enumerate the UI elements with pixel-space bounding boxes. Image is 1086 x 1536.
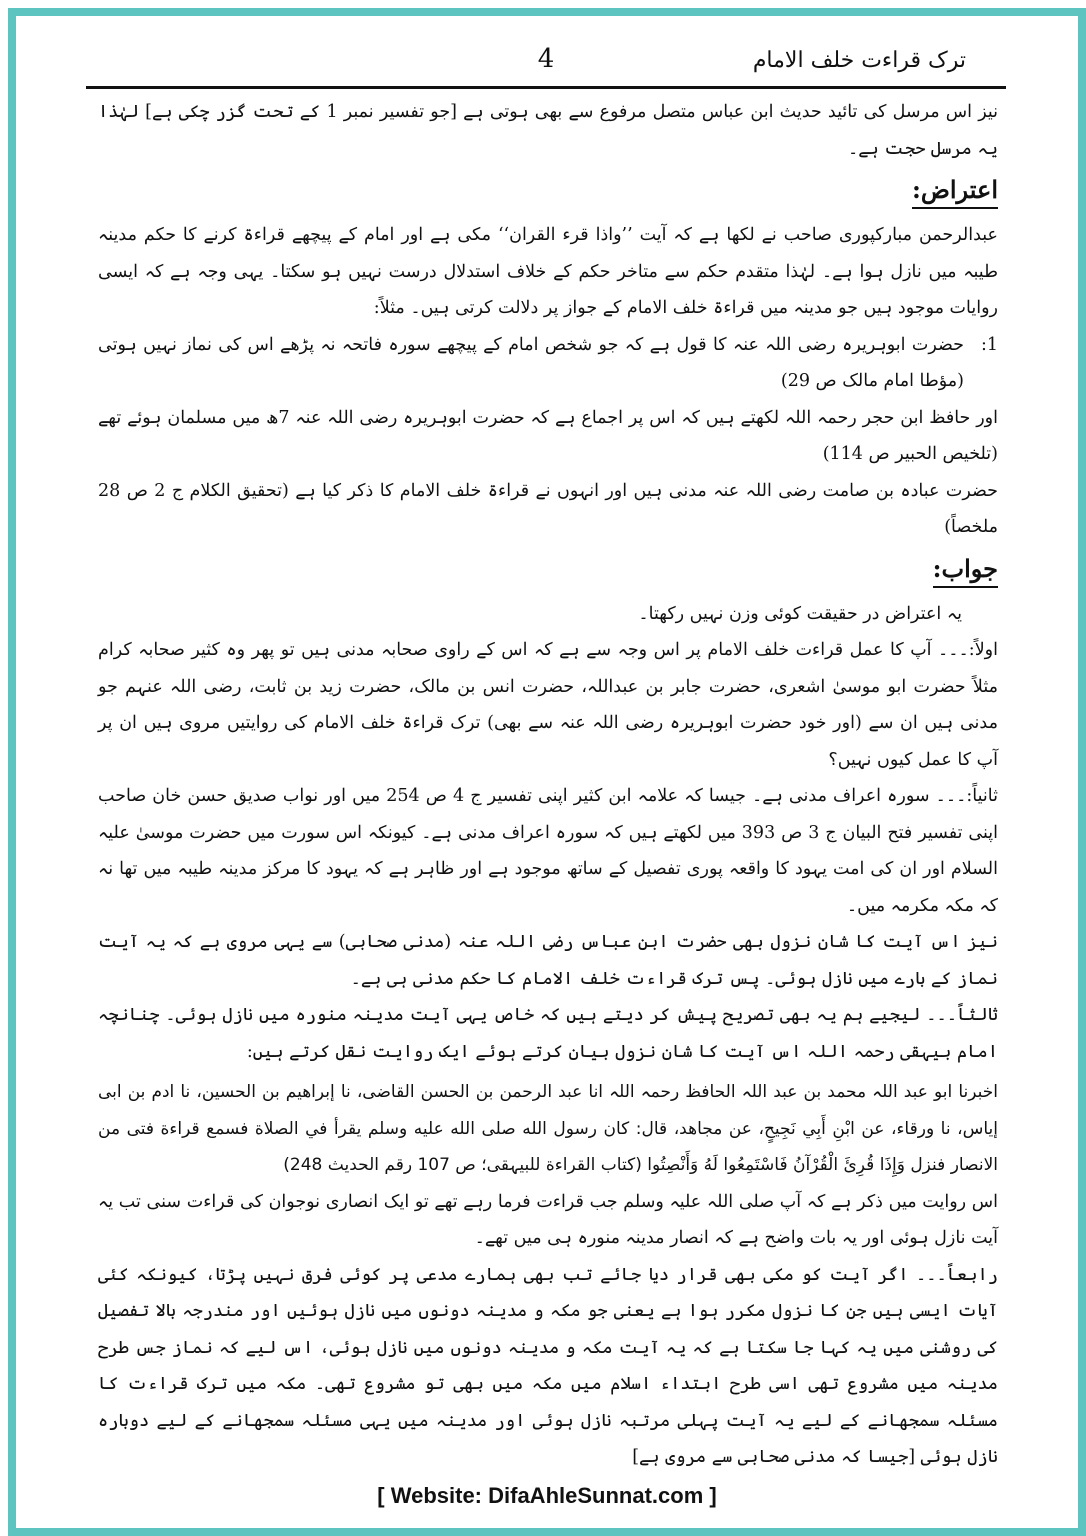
page-border: [8, 8, 1086, 1536]
document-page: [16, 16, 1078, 1528]
objection-heading: اعتراض:: [912, 173, 998, 209]
answer-explanation: اس روایت میں ذکر ہے کہ آپ صلی اللہ علیہ وسلم جب قراءت فرما رہے تھے تو ایک انصاری نوجوان کی قراءت سنی تب یہ آیت نازل ہوئی اور یہ بات واضح ہے کہ انصار مدینہ منورہ ہی میں تھے۔: [98, 1191, 998, 1248]
answer-heading: جواب:: [933, 552, 998, 588]
answer-intro: یہ اعتراض در حقیقت کوئی وزن نہیں رکھتا۔: [638, 603, 962, 624]
page-number: 4: [537, 44, 555, 74]
objection-item-1: [98, 327, 998, 400]
answer-shan-nuzool: نیز اس آیت کا شان نزول بھی حضرت ابن عباس رضی اللہ عنہ (مدنی صحابی) سے یہی مروی ہے کہ یہ آیت نماز کے بارے میں نازل ہوئی۔ پس ترک قراءت خلف الامام کا حکم مدنی ہی ہے۔: [98, 932, 998, 989]
item-number: 1:: [980, 334, 998, 355]
intro-paragraph: نیز اس مرسل کی تائید حدیث ابن عباس متصل مرفوع سے بھی ہوتی ہے [جو تفسیر نمبر 1 کے تحت گزر چکی ہے] لہٰذا یہ مرسل حجت ہے۔: [98, 102, 998, 159]
item-text: حضرت ابوہریرہ رضی اللہ عنہ کا قول ہے کہ جو شخص امام کے پیچھے سورہ فاتحہ نہ پڑھے اس کی نماز نہیں ہوتی (مؤطا امام مالک ص 29): [98, 334, 964, 391]
page-content: [98, 94, 998, 1476]
running-title: ترک قراءت خلف الامام: [752, 48, 966, 73]
answer-first: اولاً:۔۔۔ آپ کا عمل قراءت خلف الامام پر اس وجہ سے ہے کہ اس کے راوی صحابہ مدنی ہیں تو پھر وہ کثیر صحابہ کرام مثلاً حضرت ابو موسیٰ اشعری، حضرت جابر بن عبداللہ، حضرت انس بن مالک، حضرت زید بن ثابت، رضی اللہ عنہم جو مدنی ہیں ان سے (اور خود حضرت ابوہریرہ رضی اللہ عنہ سے بھی) ترک قراءۃ خلف الامام کی روایتیں مروی ہیں ان پر آپ کا عمل کیوں نہیں؟: [98, 640, 998, 770]
page-header: [86, 44, 1006, 89]
answer-third: ثالثاً۔۔۔ لیجیے ہم یہ بھی تصریح پیش کر دیتے ہیں کہ خاص یہی آیت مدینہ منورہ میں نازل ہوئی۔ چنانچہ امام بیہقی رحمہ اللہ اس آیت کا شان نزول بیان کرتے ہوئے ایک روایت نقل کرتے ہیں:: [98, 1005, 998, 1062]
objection-reference-2: اور حافظ ابن حجر رحمہ اللہ لکھتے ہیں کہ اس پر اجماع ہے کہ حضرت ابوہریرہ رضی اللہ عنہ 7ھ میں مسلمان ہوئے تھے (تلخیص الحبیر ص 114): [98, 407, 998, 464]
answer-fourth: رابعاً۔۔۔ اگر آیت کو مکی بھی قرار دیا جائے تب بھی ہمارے مدعی پر کوئی فرق نہیں پڑتا، کیونکہ کئی آیات ایسی ہیں جن کا نزول مکرر ہوا ہے یعنی جو مکہ و مدینہ دونوں میں نازل ہوئیں اور مندرجہ بالا تفصیل کی روشنی میں یہ کہا جا سکتا ہے کہ یہ آیت مکہ و مدینہ دونوں میں نازل ہوئی، اس لیے کہ نماز جس طرح مدینہ میں مشروع تھی اسی طرح ابتداء اسلام میں مکہ میں بھی تو مشروع تھی۔ مکہ میں ترک قراءت کا مسئلہ سمجھانے کے لیے یہ آیت پہلی مرتبہ نازل ہوئی اور مدینہ میں یہی مسئلہ سمجھانے کے لیے دوبارہ نازل ہوئی [جیسا کہ مدنی صحابی سے مروی ہے]: [98, 1264, 998, 1467]
arabic-narration: اخبرنا ابو عبد اللہ محمد بن عبد اللہ الحافظ رحمہ اللہ انا عبد الرحمن بن الحسن القاضی، نا إبراهيم بن الحسين، نا ادم بن ابی إیاس، نا ورقاء، عن ابْنِ أَبِي نَجِيحٍ، عن مجاهد، قال: كان رسول الله صلى الله عليه وسلم يقرأ في الصلاة فسمع قراءة فتى من الانصار فنزل وَإِذَا قُرِئَ الْقُرْآنُ فَاسْتَمِعُوا لَهُ وَأَنْصِتُوا (کتاب القراءة للبیہقی؛ ص 107 رقم الحدیث 248): [98, 1082, 998, 1175]
objection-reference-3: حضرت عبادہ بن صامت رضی اللہ عنہ مدنی ہیں اور انہوں نے قراءۃ خلف الامام کا ذکر کیا ہے (تحقیق الکلام ج 2 ص 28 ملخصاً): [98, 480, 998, 537]
answer-second: ثانیاً:۔۔۔ سورہ اعراف مدنی ہے۔ جیسا کہ علامہ ابن کثیر اپنی تفسیر ج 4 ص 254 میں اور نواب صدیق حسن خان صاحب اپنی تفسیر فتح البیان ج 3 ص 393 میں لکھتے ہیں کہ سورہ اعراف مدنی ہے۔ کیونکہ اس سورت میں حضرت موسیٰ علیہ السلام اور ان کی امت یہود کا واقعہ پوری تفصیل کے ساتھ موجود ہے اور ظاہر ہے کہ یہود کا مرکز مدینہ طیبہ میں تھا نہ کہ مکہ مکرمہ میں۔: [98, 786, 998, 916]
objection-paragraph: عبدالرحمن مبارکپوری صاحب نے لکھا ہے کہ آیت ’’واذا قرء القران‘‘ مکی ہے اور امام کے پیچھے قراءۃ کرنے کا حکم مدینہ طیبہ میں نازل ہوا ہے۔ لہٰذا متقدم حکم سے متاخر حکم کے خلاف استدلال درست نہیں ہو سکتا۔ یہی وجہ ہے کہ ایسی روایات موجود ہیں جو مدینہ میں قراءۃ خلف الامام کے جواز پر دلالت کرتی ہیں۔ مثلاً:: [98, 225, 998, 318]
website-footer: [ Website: DifaAhleSunnat.com ]: [377, 1483, 717, 1508]
